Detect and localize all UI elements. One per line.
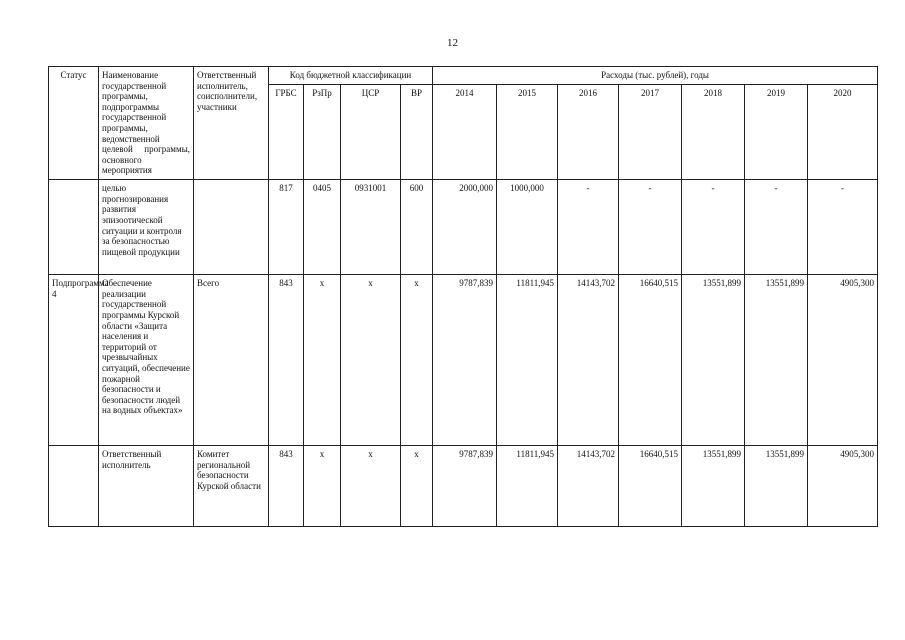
cell-grbs: 817 [269,180,304,275]
cell-responsible [194,180,269,275]
cell-status [49,180,99,275]
cell-value: 13551,899 [745,446,808,527]
header-vr: ВР [401,84,433,179]
cell-name: целью прогнозирования развития эпизоотической ситуации и контроля за безопасностью пищевой продукции [99,180,194,275]
cell-value: - [808,180,878,275]
cell-value: - [558,180,619,275]
cell-grbs: 843 [269,275,304,446]
header-csr: ЦСР [341,84,401,179]
cell-status [49,446,99,527]
header-expenses: Расходы (тыс. рублей), годы [433,67,878,85]
table-row [49,180,878,275]
page-number: 12 [447,37,458,49]
header-year: 2015 [497,84,558,179]
header-year: 2018 [682,84,745,179]
cell-rzpr: х [304,446,341,527]
cell-value: 13551,899 [745,275,808,446]
header-grbs: ГРБС [269,84,304,179]
cell-value: 16640,515 [619,275,682,446]
cell-value: 9787,839 [433,275,497,446]
header-responsible: Ответственный исполнитель, соисполнители, участники [194,67,269,180]
cell-status: Подпрограмма 4 [49,275,99,446]
header-year: 2017 [619,84,682,179]
cell-value: - [619,180,682,275]
cell-responsible: Комитет региональной безопасности Курской области [194,446,269,527]
cell-value: 2000,000 [433,180,497,275]
header-year: 2016 [558,84,619,179]
cell-grbs: 843 [269,446,304,527]
header-year: 2019 [745,84,808,179]
header-year: 2020 [808,84,878,179]
budget-table [48,66,878,527]
header-name: Наименование государственной программы, подпрограммы государственной программы, ведомственной целевой программы, основного мероприятия [99,67,194,180]
cell-name: Обеспечение реализации государственной программы Курской области «Защита населения и территорий от чрезвычайных ситуаций, обеспечение пожарной безопасности и безопасности людей на водных объектах» [99,275,194,446]
cell-value: 13551,899 [682,446,745,527]
cell-value: 1000,000 [497,180,558,275]
cell-vr: х [401,275,433,446]
header-status: Статус [49,67,99,180]
header-year: 2014 [433,84,497,179]
cell-rzpr: 0405 [304,180,341,275]
cell-value: 11811,945 [497,446,558,527]
table-row [49,446,878,527]
cell-csr: х [341,275,401,446]
table-row [49,275,878,446]
cell-vr: х [401,446,433,527]
header-rzpr: РзПр [304,84,341,179]
cell-value: 16640,515 [619,446,682,527]
cell-value: 11811,945 [497,275,558,446]
cell-value: - [682,180,745,275]
cell-value: 4905,300 [808,275,878,446]
cell-responsible: Всего [194,275,269,446]
cell-value: 14143,702 [558,275,619,446]
cell-value: 4905,300 [808,446,878,527]
cell-rzpr: х [304,275,341,446]
cell-value: 13551,899 [682,275,745,446]
cell-vr: 600 [401,180,433,275]
cell-value: 14143,702 [558,446,619,527]
header-budget-code: Код бюджетной классификации [269,67,433,85]
cell-csr: 0931001 [341,180,401,275]
cell-csr: х [341,446,401,527]
cell-value: 9787,839 [433,446,497,527]
cell-name: Ответственный исполнитель [99,446,194,527]
cell-value: - [745,180,808,275]
